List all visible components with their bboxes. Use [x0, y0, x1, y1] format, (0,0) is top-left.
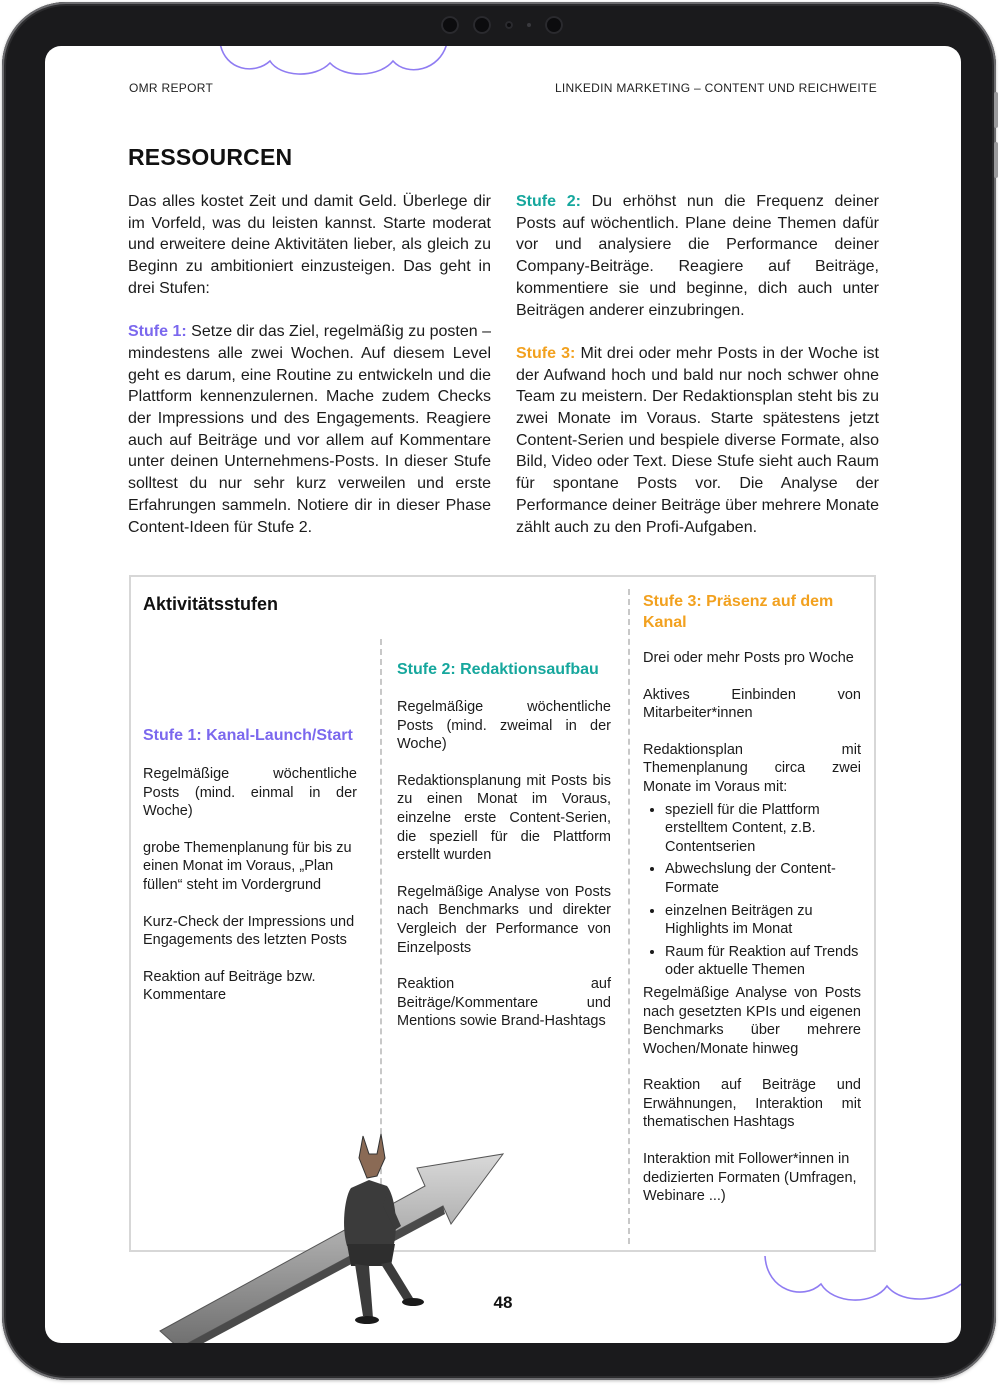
bullet-item: • speziell für die Plattform erstelltem Content, z.B. Contentserien: [665, 801, 861, 857]
text-column-right: [516, 191, 879, 560]
stufe-3-text: Mit drei oder mehr Posts in der Woche ist der Aufwand hoch und bald nur noch schwer ohne Team zu meistern. Der Redaktionsplan steht bis zu zwei Monate im Voraus. Starte spätestens jetzt Content-Serien und bespiele diverse Formate, also Bild, Video oder Text. Diese Stufe sieht auch Raum für spontane Posts vor. Die Analyse der Performance deiner Beiträge über mehrere Monate zählt auch zu den Profi-Aufgaben.: [516, 344, 879, 536]
volume-button: [994, 92, 998, 128]
camera-icon: [505, 21, 513, 29]
level-3-heading: Stufe 3: Präsenz auf dem Kanal: [643, 593, 834, 631]
list-item: Reaktion auf Beiträge und Erwähnungen, Interaktion mit thematischen Hashtags: [643, 1077, 861, 1131]
section-title: RESSOURCEN: [128, 144, 293, 170]
list-item: Regelmäßige Analyse von Posts nach Benchmarks und direkter Vergleich der Performance von Einzelposts: [397, 883, 611, 956]
intro-paragraph: Das alles kostet Zeit und damit Geld. Überlege dir im Vorfeld, was du leisten kannst. Starte moderat und erweitere deine Aktivitäten lieber, als gleich zu Beginn zu ambitioniert einzusteigen. Das geht in drei Stufen:: [128, 193, 491, 297]
stufe-3-label: Stufe 3:: [516, 344, 576, 362]
list-item: Reaktion auf Beiträge bzw. Kommentare: [143, 968, 316, 1004]
decorative-wave-icon: [215, 46, 455, 81]
list-item: Drei oder mehr Posts pro Woche: [643, 650, 854, 666]
list-item: Aktives Einbinden von Mitarbeiter*innen: [643, 686, 861, 722]
level-3-column: [643, 591, 861, 1224]
list-item: Regelmäßige wöchentliche Posts (mind. einmal in der Woche): [143, 766, 357, 820]
camera-bar: [422, 12, 582, 38]
list-item: grobe Themenplanung für bis zu einen Monat im Voraus, „Plan füllen“ steht im Vordergrund: [143, 839, 352, 893]
list-item: Redaktionsplanung mit Posts bis zu einen Monat im Voraus, einzelne erste Content-Serien, die speziell für die Plattform erstellt wurden: [397, 772, 611, 864]
page-number: 48: [493, 1293, 513, 1312]
stufe-1-paragraph: [128, 321, 491, 538]
bullet-item: • einzelnen Beiträgen zu Highlights im Monat: [665, 902, 861, 939]
tablet-frame: [2, 2, 996, 1380]
stufe-2-label: Stufe 2:: [516, 193, 581, 210]
camera-icon: [545, 16, 563, 34]
bullet-item: • Raum für Reaktion auf Trends oder aktuelle Themen: [665, 943, 861, 980]
volume-button: [994, 142, 998, 178]
list-item: Regelmäßige Analyse von Posts nach gesetzten KPIs und eigenen Benchmarks über mehrere Wochen/Monate hinweg: [643, 984, 861, 1057]
box-title: Aktivitätsstufen: [143, 594, 279, 614]
column-divider: [628, 589, 630, 1244]
sensor-icon: [527, 23, 531, 27]
header-left: OMR REPORT: [129, 81, 214, 95]
level-1-heading: Stufe 1: Kanal-Launch/Start: [143, 727, 353, 744]
stufe-1-text: Setze dir das Ziel, regelmäßig zu posten – mindestens alle zwei Wochen. Auf diesem Level geht es darum, eine Routine zu entwickeln und die Plattform kennenzulernen. Mache zudem Checks der Impressions und des Engagements. Reagiere auch auf Beiträge und vor allem auf Kommentare unter deinen Unternehmens-Posts. In dieser Stufe solltest du nur sehr kurz verweilen und erste Erfahrungen sammeln. Notiere dir in dieser Phase Content-Ideen für Stufe 2.: [128, 323, 492, 536]
text-column-left: [128, 191, 491, 560]
list-item: Kurz-Check der Impressions und Engagements des letzten Posts: [143, 913, 355, 949]
level-2-column: [397, 659, 611, 1049]
camera-icon: [473, 16, 491, 34]
stufe-3-paragraph: [516, 343, 879, 538]
arrow-up-illustration: [160, 1154, 503, 1343]
header-right: LINKEDIN MARKETING – CONTENT UND REICHWEITE: [554, 81, 877, 95]
bullet-item: • Abwechslung der Content-Formate: [665, 860, 861, 897]
list-item: Redaktionsplan mit Themenplanung circa zwei Monate im Voraus mit:: [643, 741, 861, 795]
camera-icon: [441, 16, 459, 34]
list-item: Reaktion auf Beiträge/Kommentare und Mentions sowie Brand-Hashtags: [397, 976, 611, 1030]
level-1-column: [143, 725, 357, 1023]
bullet-list: [643, 801, 861, 980]
list-item: Interaktion mit Follower*innen in dedizierten Formaten (Umfragen, Webinare ...): [643, 1151, 857, 1205]
stufe-1-label: Stufe 1:: [128, 323, 187, 341]
stufe-2-text: Du erhöhst nun die Frequenz deiner Posts auf wöchentlich. Plane deine Themen dafür vor und analysiere die Performance deiner Company-Beiträge. Reagiere auf Beiträge, kommentiere sie und beginne, dich auch unter Beiträgen anderer einzubringen.: [516, 193, 880, 319]
level-2-heading: Stufe 2: Redaktionsaufbau: [397, 661, 599, 678]
list-item: Regelmäßige wöchentliche Posts (mind. zweimal in der Woche): [397, 699, 611, 753]
page-screen[interactable]: [45, 46, 961, 1343]
stufe-2-paragraph: [516, 191, 879, 321]
